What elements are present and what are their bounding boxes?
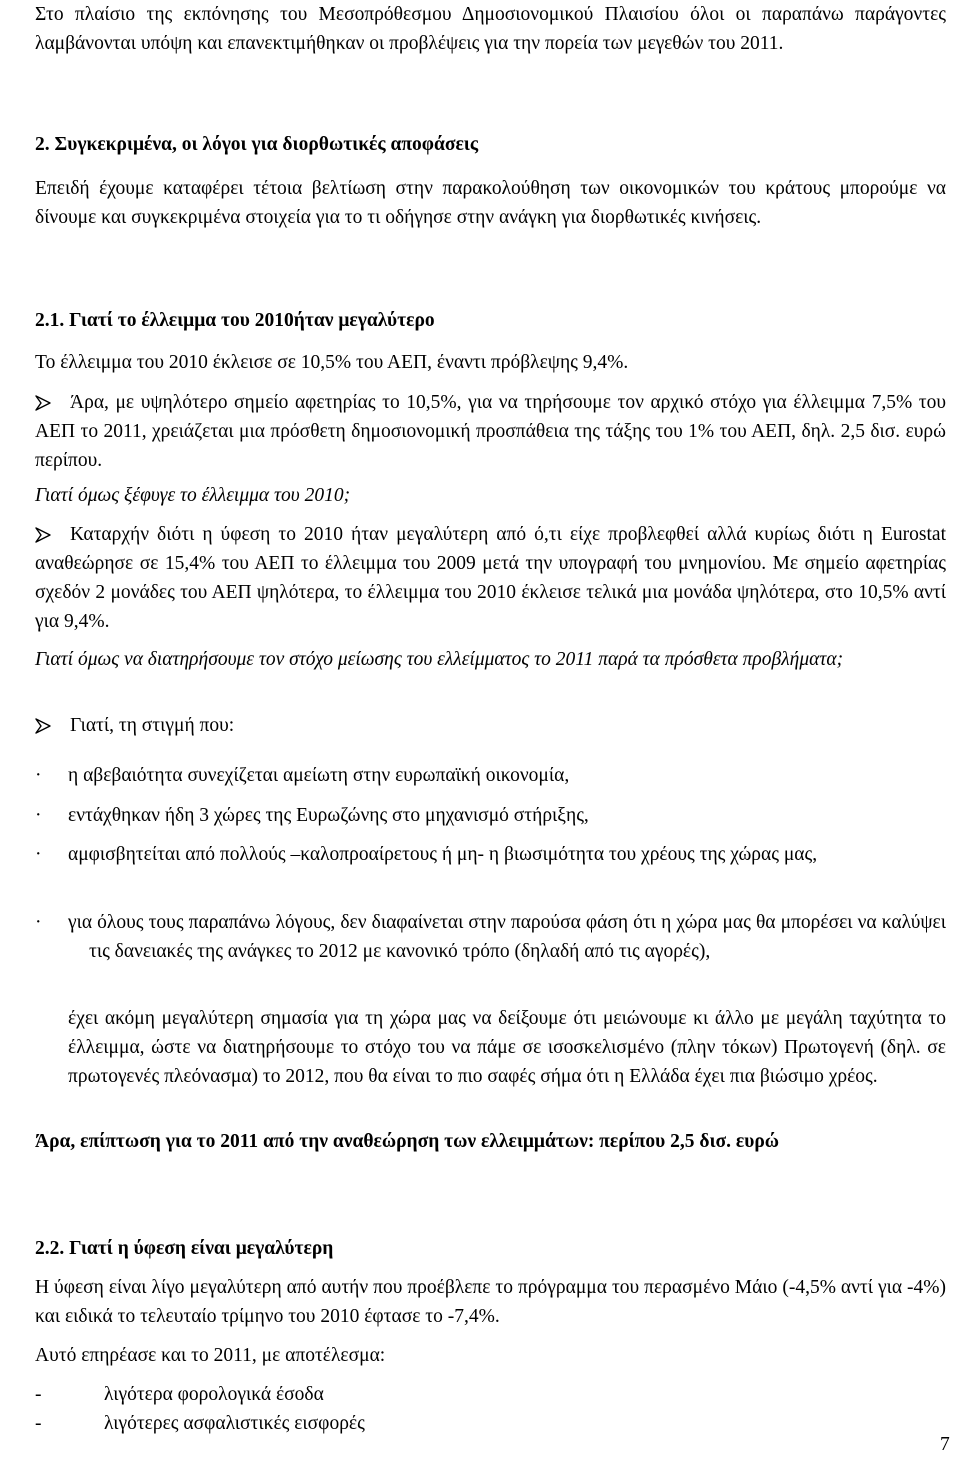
intro-paragraph: Στο πλαίσιο της εκπόνησης του Μεσοπρόθεσμου Δημοσιονομικού Πλαισίου όλοι οι παραπάνω παράγοντες λαμβάνονται υπόψη και επανεκτιμήθηκαν οι προβλέψεις για την πορεία των μεγεθών του 2011. [35, 4, 946, 54]
question-1: Γιατί όμως ξέφυγε το έλλειμμα του 2010; [35, 485, 351, 506]
page-number: 7 [940, 1434, 950, 1455]
section-2-2-heading: 2.2. Γιατί η ύφεση είναι μεγαλύτερη [35, 1238, 334, 1259]
bullet-dot: · [35, 805, 42, 826]
bullet-dot: · [35, 844, 42, 865]
arrow-bullet-icon [34, 717, 52, 735]
question-2: Γιατί όμως να διατηρήσουμε τον στόχο μείωσης του ελλείμματος το 2011 παρά τα πρόσθετα προβλήματα; [35, 649, 844, 670]
section-2-heading: 2. Συγκεκριμένα, οι λόγοι για διορθωτικές αποφάσεις [35, 134, 479, 155]
list-item [35, 761, 946, 790]
bullet-dot: · [35, 765, 42, 786]
arrow-item-3-text: Γιατί, τη στιγμή που: [70, 715, 235, 736]
arrow-bullet-icon [34, 526, 52, 544]
list-item [35, 840, 946, 869]
arrow-item-2 [35, 520, 946, 636]
arrow-bullet-icon [34, 394, 52, 412]
bullet-dot: · [35, 912, 42, 933]
closing-paragraph: έχει ακόμη μεγαλύτερη σημασία για τη χώρα μας να δείξουμε ότι μειώνουμε κι άλλο με μεγάλη ταχύτητα το έλλειμμα, ώστε να διατηρήσουμε το στόχο του να πάμε σε ισοσκελισμένο (πλην τόκων) Πρωτογενή (δηλ. σε πρωτογενές πλεόνασμα) το 2012, που θα είναι το πιο σαφές σήμα ότι η Ελλάδα έχει πια βιώσιμο χρέος. [68, 1008, 946, 1087]
list-item [35, 801, 946, 830]
dash-text: λιγότερες ασφαλιστικές εισφορές [104, 1413, 365, 1434]
bullet-text: για όλους τους παραπάνω λόγους, δεν διαφαίνεται στην παρούσα φάση ότι η χώρα μας θα μπορέσει να καλύψει τις δανειακές της ανάγκες το 2012 με κανονικό τρόπο (δηλαδή από τις αγορές), [68, 912, 946, 962]
arrow-item-2-text: Καταρχήν διότι η ύφεση το 2010 ήταν μεγαλύτερη από ό,τι είχε προβλεφθεί αλλά κυρίως διότι η Eurostat αναθεώρησε σε 15,4% του ΑΕΠ το έλλειμμα του 2009 μετά την υπογραφή του μνημονίου. Με σημείο αφετηρίας σχεδόν 2 μονάδες του ΑΕΠ ψηλότερα, το έλλειμμα του 2010 έκλεισε τελικά μια μονάδα ψηλότερα, στο 10,5% αντί για 9,4%. [35, 524, 946, 632]
list-item [35, 1409, 735, 1438]
dash-glyph: – [290, 844, 301, 865]
arrow-item-1 [35, 388, 946, 475]
conclusion-paragraph: Άρα, επίπτωση για το 2011 από την αναθεώρηση των ελλειμμάτων: περίπου 2,5 δισ. ευρώ [35, 1131, 780, 1152]
section-2-1-heading: 2.1. Γιατί το έλλειμμα του 2010ήταν μεγαλύτερο [35, 310, 435, 331]
arrow-item-3 [35, 711, 946, 740]
arrow-item-1-text: Άρα, με υψηλότερο σημείο αφετηρίας το 10,5%, για να τηρήσουμε τον αρχικό στόχο για έλλειμμα 7,5% του ΑΕΠ το 2011, χρειάζεται μια πρόσθετη δημοσιονομική προσπάθεια της τάξης του 1% του ΑΕΠ, δηλ. 2,5 δισ. ευρώ περίπου. [35, 392, 946, 471]
dash-text: λιγότερα φορολογικά έσοδα [104, 1384, 324, 1405]
deficit-line: Το έλλειμμα του 2010 έκλεισε σε 10,5% του ΑΕΠ, έναντι πρόβλεψης 9,4%. [35, 352, 629, 373]
bullet-text: αμφισβητείται από πολλούς –καλοπροαίρετους ή μη- η βιωσιμότητα του χρέους της χώρας μας, [68, 844, 818, 865]
dash-bullet: - [35, 1384, 42, 1405]
bullet-text: εντάχθηκαν ήδη 3 χώρες της Ευρωζώνης στο μηχανισμό στήριξης, [68, 805, 589, 826]
bullet-text: η αβεβαιότητα συνεχίζεται αμείωτη στην ευρωπαϊκή οικονομία, [68, 765, 570, 786]
list-item [35, 1380, 735, 1409]
section-2-paragraph: Επειδή έχουμε καταφέρει τέτοια βελτίωση στην παρακολούθηση των οικονομικών του κράτους μπορούμε να δίνουμε και συγκεκριμένα στοιχεία για το τι οδήγησε στην ανάγκη για διορθωτικές κινήσεις. [35, 178, 946, 228]
section-2-2-paragraph: Η ύφεση είναι λίγο μεγαλύτερη από αυτήν που προέβλεπε το πρόγραμμα του περασμένο Μάιο (-4,5% αντί για -4%) και ειδικά το τελευταίο τρίμηνο του 2010 έφτασε το -7,4%. [35, 1277, 946, 1327]
effect-line: Αυτό επηρέασε και το 2011, με αποτέλεσμα: [35, 1345, 386, 1366]
dash-bullet: - [35, 1413, 42, 1434]
list-item [35, 908, 946, 966]
